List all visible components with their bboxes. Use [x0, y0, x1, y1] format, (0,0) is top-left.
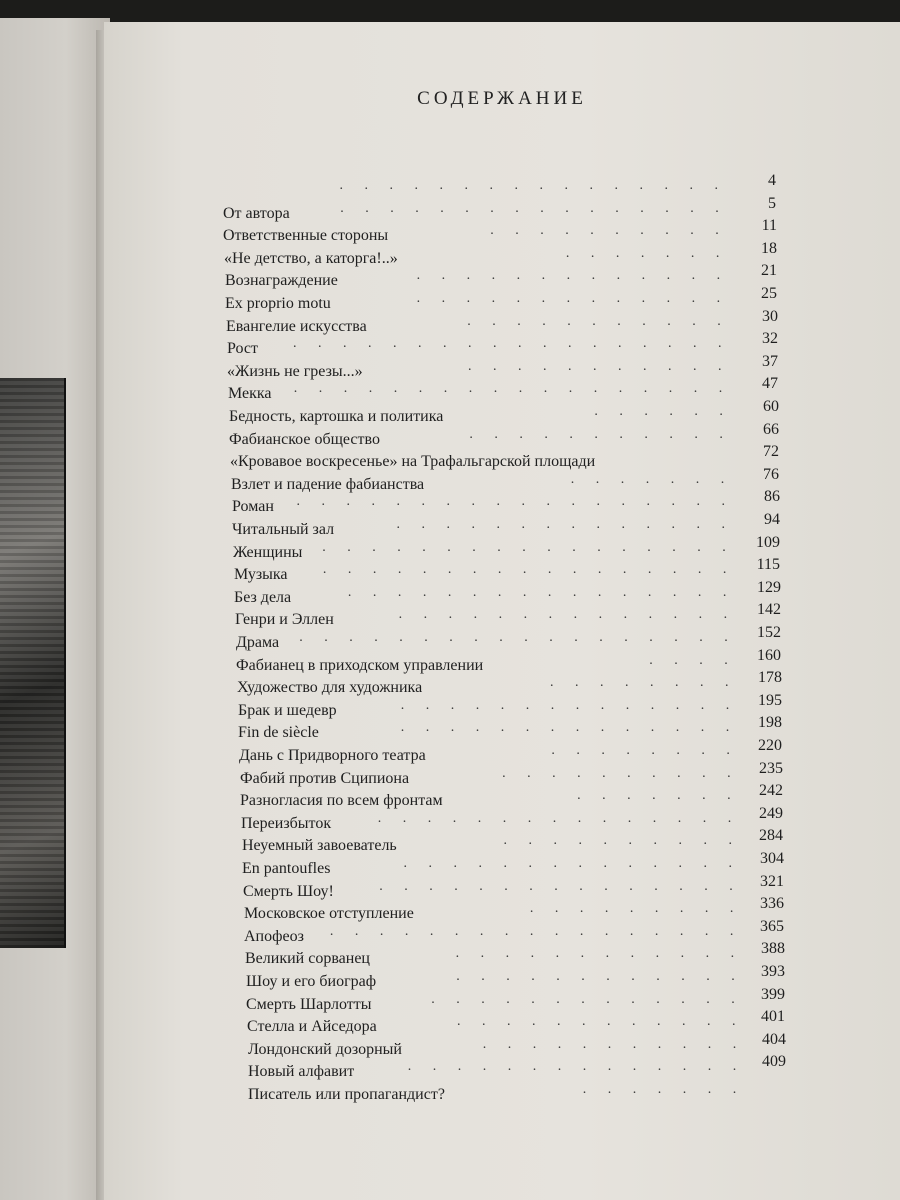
toc-page-number: 393 — [761, 963, 785, 980]
toc-leader-dots: . . . . . . . . . . . — [467, 313, 730, 329]
toc-leader-dots: . . . . . . . . . . . . . . . . . . — [293, 336, 731, 352]
toc-entry-title: Художество для художника — [237, 679, 423, 697]
toc-page-number: 60 — [763, 398, 779, 415]
toc-leader-dots: . . . . . . . . . . . . . . . — [377, 810, 741, 826]
toc-page-number: 404 — [762, 1030, 786, 1048]
toc-page-number: 5 — [768, 194, 776, 212]
toc-page-number: 388 — [761, 940, 785, 958]
toc-entry-title: Смерть Шарлотты — [246, 995, 372, 1013]
toc-leader-dots: . . . . . . . . . . . . . . . . — [347, 584, 736, 600]
toc-entry-title: «Жизнь не грезы...» — [227, 362, 363, 380]
toc-leader-dots: . . . . . . . . — [550, 675, 738, 691]
toc-entry-title: «Не детство, а каторга!..» — [224, 249, 398, 267]
toc-entry-title: Читальный зал — [232, 521, 335, 538]
toc-entry-title: Брак и шедевр — [238, 701, 337, 719]
toc-leader-dots: . . . . . . . . . . . . . . . . . . — [293, 381, 732, 397]
toc-entry-title: Шоу и его биограф — [246, 973, 377, 990]
toc-leader-dots: . . . . . . . . . . . . . . — [400, 720, 739, 736]
toc-page-number: 249 — [759, 804, 783, 822]
toc-entry-title: En pantoufles — [242, 860, 331, 877]
toc-leader-dots: . . . . . . . . . . . . . — [416, 268, 730, 284]
toc-entry-title: Роман — [232, 498, 274, 516]
toc-page-number: 94 — [764, 511, 780, 528]
toc-entry-title: Fin de siècle — [238, 724, 319, 742]
toc-entry-title: Разногласия по всем фронтам — [240, 792, 443, 810]
toc-page-number: 11 — [761, 217, 777, 235]
toc-page-number: 198 — [758, 714, 782, 732]
toc-page-number: 304 — [760, 850, 784, 867]
toc-page-number: 37 — [762, 352, 778, 370]
toc-leader-dots: . . . . . . . . . . . . — [456, 969, 744, 984]
toc-leader-dots: . . . . . . . . . . . . . — [431, 991, 744, 1007]
toc-entry-title: Неуемный завоеватель — [242, 837, 397, 855]
toc-entry-title: Вознаграждение — [225, 272, 338, 290]
toc-page-number: 109 — [756, 533, 780, 551]
toc-leader-dots: . . . . . . . . — [551, 743, 739, 758]
toc-leader-dots: . . . . . . . . . . . . . . . . . — [329, 923, 743, 939]
toc-entry-title: Апофеоз — [244, 927, 304, 945]
toc-page-number: 321 — [760, 872, 784, 890]
toc-leader-dots: . . . . . . . . . . . . . . — [407, 1059, 746, 1075]
toc-page-number: 242 — [759, 782, 783, 800]
toc-entry-title: Без дела — [234, 588, 292, 606]
toc-entry-title: Фабианское общество — [229, 430, 380, 448]
toc-entry-title: От автора — [223, 204, 290, 222]
toc-page-number: 220 — [758, 737, 782, 754]
toc-page-number: 178 — [758, 669, 782, 687]
toc-page-number: 160 — [757, 646, 781, 664]
toc-page-number: 18 — [761, 239, 777, 257]
table-of-contents — [104, 22, 900, 1200]
toc-entry-title: Взлет и падение фабианства — [231, 475, 425, 493]
toc-page-number: 25 — [761, 285, 777, 302]
toc-entry-title: Московское отступление — [244, 905, 414, 923]
toc-entry-title: Бедность, картошка и политика — [229, 408, 444, 425]
toc-leader-dots: . . . . . . . . . . . . . . — [398, 607, 737, 623]
toc-page-number: 4 — [768, 172, 776, 189]
toc-page-number: 72 — [763, 443, 779, 461]
toc-entry-title: «Кровавое воскресенье» на Трафальгарской площади — [230, 453, 596, 471]
toc-entry-title: Мекка — [228, 385, 272, 403]
toc-page-number: 21 — [761, 262, 777, 280]
toc-entry — [248, 1082, 746, 1110]
toc-page-number: 284 — [759, 827, 783, 845]
toc-page-number: 32 — [762, 330, 778, 348]
toc-page-number: 129 — [757, 578, 781, 596]
toc-leader-dots: . . . . . . . . . . . . — [457, 1014, 745, 1030]
toc-page-number: 66 — [763, 420, 779, 438]
toc-leader-dots: . . . . . . . — [577, 788, 740, 804]
toc-entry-title: Стелла и Айседора — [247, 1018, 377, 1036]
toc-leader-dots: . . . . . . . . . . . . . . . . — [340, 200, 728, 216]
toc-entry-title: Ex proprio motu — [225, 295, 331, 312]
toc-page-number: 76 — [763, 465, 779, 483]
toc-leader-dots: . . . . . . — [594, 404, 732, 419]
toc-leader-dots: . . . . . . . . . . . . — [455, 946, 744, 962]
toc-page-number: 115 — [756, 556, 780, 574]
toc-leader-dots: . . . . . . . — [565, 245, 729, 261]
toc-entry-title: Дань с Придворного театра — [239, 747, 426, 764]
toc-entry-title: Переизбыток — [241, 814, 332, 832]
toc-leader-dots: . . . . — [649, 652, 737, 668]
photo-illustration — [0, 378, 66, 948]
toc-leader-dots: . . . . . . . . . . . . . . . . . . — [299, 630, 737, 645]
toc-entry-title: Драма — [236, 634, 280, 651]
toc-leader-dots: . . . . . . . . . . . . . . — [396, 517, 734, 532]
toc-page-number: 399 — [761, 985, 785, 1003]
toc-page-number: 409 — [762, 1053, 786, 1071]
toc-leader-dots: . . . . . . . . . . . . . — [416, 291, 730, 306]
toc-entry-title: Музыка — [234, 566, 288, 584]
toc-entry-title: Фабианец в приходском управлении — [236, 656, 484, 674]
toc-page-number: 336 — [760, 895, 784, 913]
toc-page-number: 142 — [757, 601, 781, 619]
toc-leader-dots: . . . . . . . . . — [529, 901, 743, 917]
toc-page-number: 47 — [762, 375, 778, 393]
toc-entry-title: Евангелие искусства — [226, 317, 367, 335]
toc-entry-title: Генри и Эллен — [235, 611, 334, 629]
toc-leader-dots: . . . . . . . . . . . . . . . . . — [322, 539, 735, 555]
toc-entry-title: Фабий против Сципиона — [240, 769, 410, 787]
toc-leader-dots: . . . . . . . . . . . — [482, 1036, 746, 1052]
toc-leader-dots: . . . . . . . . . . . . . . . . . . — [296, 494, 734, 510]
toc-leader-dots: . . . . . . . . . . — [490, 223, 728, 239]
toc-leader-dots: . . . . . . . . . . — [503, 833, 741, 849]
toc-entry-title: Ответственные стороны — [223, 227, 389, 245]
toc-leader-dots: . . . . . . . — [570, 471, 734, 487]
toc-leader-dots: . . . . . . . . . . . . . . — [400, 697, 739, 713]
contents-page — [104, 22, 900, 1200]
toc-leader-dots: . . . . . . . . . . . — [468, 358, 731, 374]
toc-page-number: 365 — [760, 917, 784, 935]
toc-leader-dots: . . . . . . . — [582, 1082, 746, 1097]
toc-page-number: 152 — [757, 624, 781, 641]
toc-leader-dots: . . . . . . . . . . . . . . . . — [339, 178, 727, 193]
toc-leader-dots: . . . . . . . . . . . . . . — [403, 856, 741, 871]
toc-leader-dots: . . . . . . . . . . — [502, 765, 740, 781]
toc-page-number: 235 — [759, 759, 783, 777]
toc-entry-title: Рост — [227, 340, 258, 358]
toc-entry-title: Новый алфавит — [248, 1063, 355, 1081]
toc-page-number: 195 — [758, 691, 782, 709]
toc-entry-title: Смерть Шоу! — [243, 882, 334, 900]
toc-entry — [229, 426, 732, 455]
toc-page-number: 30 — [762, 307, 778, 325]
toc-entry-title: Женщины — [233, 543, 303, 561]
toc-entry-title: Великий сорванец — [245, 950, 370, 968]
toc-leader-dots: . . . . . . . . . . . . . . . . . — [322, 562, 736, 578]
toc-leader-dots: . . . . . . . . . . . — [469, 426, 732, 442]
toc-entry-title: Писатель или пропагандист? — [248, 1086, 445, 1103]
toc-entry-title: Лондонский дозорный — [248, 1040, 402, 1058]
toc-page-number: 86 — [764, 488, 780, 506]
toc-leader-dots: . . . . . . . . . . . . . . . — [379, 878, 742, 894]
toc-page-number: 401 — [761, 1008, 785, 1026]
page-title: СОДЕРЖАНИЕ — [417, 88, 587, 109]
